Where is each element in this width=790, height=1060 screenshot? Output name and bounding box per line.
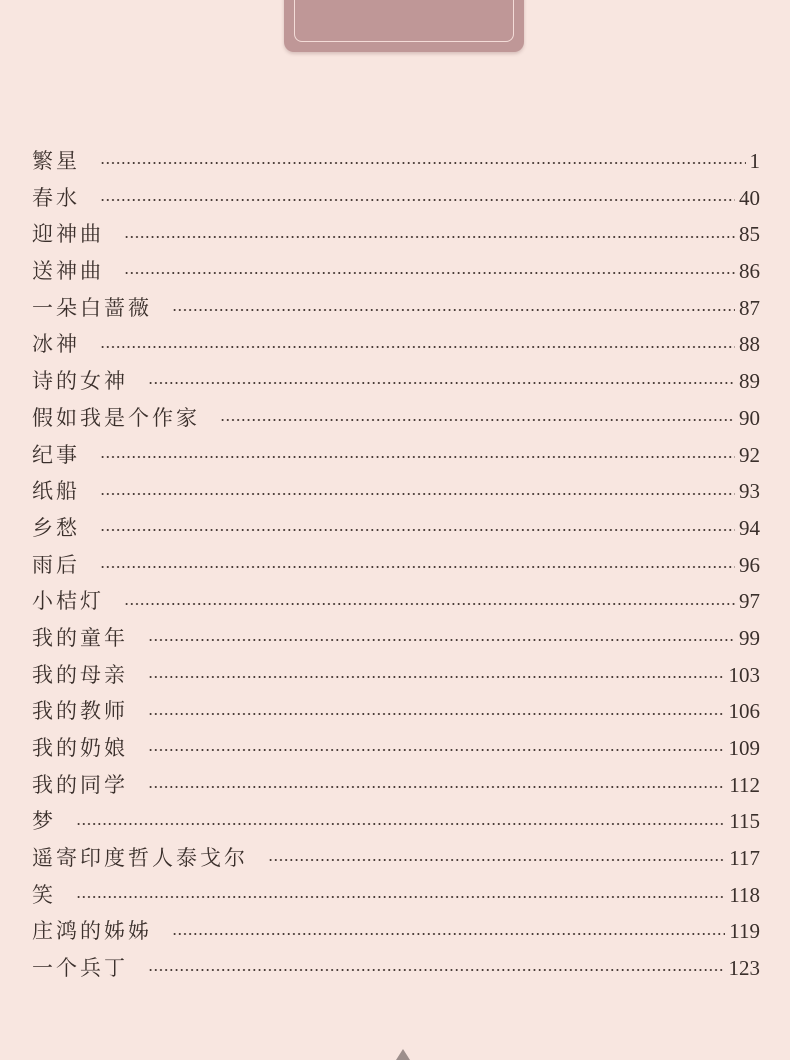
- toc-entry[interactable]: [32, 253, 760, 290]
- toc-leader-dots: [124, 272, 735, 274]
- toc-entry[interactable]: [32, 326, 760, 363]
- toc-entry-page: 85: [739, 222, 760, 247]
- toc-leader-dots: [100, 456, 735, 458]
- toc-entry-title: 一个兵丁: [32, 956, 128, 981]
- toc-entry-title: 迎神曲: [32, 222, 104, 247]
- toc-leader-dots: [148, 969, 725, 971]
- toc-entry[interactable]: [32, 913, 760, 950]
- toc-entry-page: 99: [739, 625, 760, 650]
- toc-entry[interactable]: [32, 473, 760, 510]
- toc-leader-dots: [148, 786, 725, 788]
- toc-entry-title: 小桔灯: [32, 589, 104, 614]
- toc-entry-page: 112: [729, 772, 760, 797]
- toc-entry[interactable]: [32, 693, 760, 730]
- toc-entry[interactable]: [32, 400, 760, 437]
- toc-leader-dots: [172, 933, 725, 935]
- toc-entry[interactable]: [32, 620, 760, 657]
- toc-entry-page: 92: [739, 442, 760, 467]
- toc-leader-dots: [100, 493, 735, 495]
- toc-entry-title: 假如我是个作家: [32, 405, 200, 430]
- toc-entry-title: 我的教师: [32, 699, 128, 724]
- toc-entry-title: 一朵白蔷薇: [32, 295, 152, 320]
- toc-entry-title: 纸船: [32, 479, 80, 504]
- toc-entry[interactable]: [32, 180, 760, 217]
- toc-entry[interactable]: [32, 143, 760, 180]
- toc-entry[interactable]: [32, 290, 760, 327]
- toc-entry-title: 繁星: [32, 149, 80, 173]
- toc-leader-dots: [148, 382, 735, 384]
- bottom-marker-icon: [396, 1049, 410, 1060]
- toc-leader-dots: [100, 566, 735, 568]
- toc-entry-page: 94: [739, 515, 760, 540]
- toc-entry[interactable]: [32, 803, 760, 840]
- title-banner-frame: [294, 0, 514, 42]
- toc-entry[interactable]: [32, 547, 760, 584]
- toc-entry-title: 梦: [32, 809, 56, 834]
- toc-entry-title: 春水: [32, 185, 80, 210]
- toc-entry-page: 86: [739, 259, 760, 284]
- toc-leader-dots: [100, 162, 746, 164]
- toc-entry[interactable]: [32, 216, 760, 253]
- toc-entry[interactable]: [32, 767, 760, 804]
- toc-entry-page: 109: [728, 736, 760, 760]
- toc-entry[interactable]: [32, 363, 760, 400]
- toc-entry-title: 我的母亲: [32, 662, 128, 687]
- toc-entry-page: 115: [729, 809, 760, 834]
- toc-entry-page: 88: [739, 332, 760, 357]
- table-of-contents: [32, 143, 760, 987]
- toc-entry-title: 我的奶娘: [32, 736, 128, 760]
- toc-entry-title: 送神曲: [32, 259, 104, 284]
- toc-entry-title: 笑: [32, 882, 56, 907]
- toc-entry[interactable]: [32, 583, 760, 620]
- toc-entry-title: 冰神: [32, 332, 80, 357]
- toc-leader-dots: [76, 823, 725, 825]
- toc-leader-dots: [220, 419, 735, 421]
- toc-entry[interactable]: [32, 950, 760, 987]
- toc-entry-title: 乡愁: [32, 515, 80, 540]
- toc-entry-title: 我的童年: [32, 625, 128, 650]
- toc-entry-title: 我的同学: [32, 772, 128, 797]
- toc-entry[interactable]: [32, 840, 760, 877]
- toc-entry-page: 123: [728, 956, 760, 981]
- toc-entry-page: 117: [729, 846, 760, 871]
- toc-entry-page: 97: [739, 589, 760, 614]
- toc-leader-dots: [148, 676, 725, 678]
- toc-entry-title: 雨后: [32, 552, 80, 577]
- toc-leader-dots: [124, 603, 735, 605]
- toc-leader-dots: [76, 896, 725, 898]
- toc-leader-dots: [148, 749, 725, 751]
- toc-leader-dots: [100, 529, 735, 531]
- toc-entry[interactable]: [32, 657, 760, 694]
- toc-entry-page: 119: [729, 919, 760, 944]
- toc-leader-dots: [148, 639, 735, 641]
- toc-entry[interactable]: [32, 437, 760, 474]
- toc-leader-dots: [124, 236, 735, 238]
- toc-entry-page: 93: [739, 479, 760, 504]
- toc-leader-dots: [268, 859, 725, 861]
- toc-entry-page: 103: [728, 662, 760, 687]
- toc-leader-dots: [172, 309, 735, 311]
- toc-entry-page: 89: [739, 369, 760, 394]
- toc-entry-title: 庄鸿的姊姊: [32, 919, 152, 944]
- toc-entry-title: 遥寄印度哲人泰戈尔: [32, 846, 248, 871]
- toc-entry-page: 106: [728, 699, 760, 724]
- toc-entry-page: 40: [739, 185, 760, 210]
- toc-entry-page: 90: [739, 405, 760, 430]
- toc-leader-dots: [100, 346, 735, 348]
- toc-entry[interactable]: [32, 877, 760, 914]
- toc-leader-dots: [100, 199, 735, 201]
- toc-entry-page: 96: [739, 552, 760, 577]
- toc-entry-page: 1: [749, 149, 760, 173]
- toc-entry[interactable]: [32, 730, 760, 767]
- title-banner: [284, 0, 524, 52]
- toc-entry[interactable]: [32, 510, 760, 547]
- toc-entry-title: 诗的女神: [32, 369, 128, 394]
- toc-leader-dots: [148, 713, 725, 715]
- toc-entry-page: 87: [739, 295, 760, 320]
- toc-entry-title: 纪事: [32, 442, 80, 467]
- toc-entry-page: 118: [729, 882, 760, 907]
